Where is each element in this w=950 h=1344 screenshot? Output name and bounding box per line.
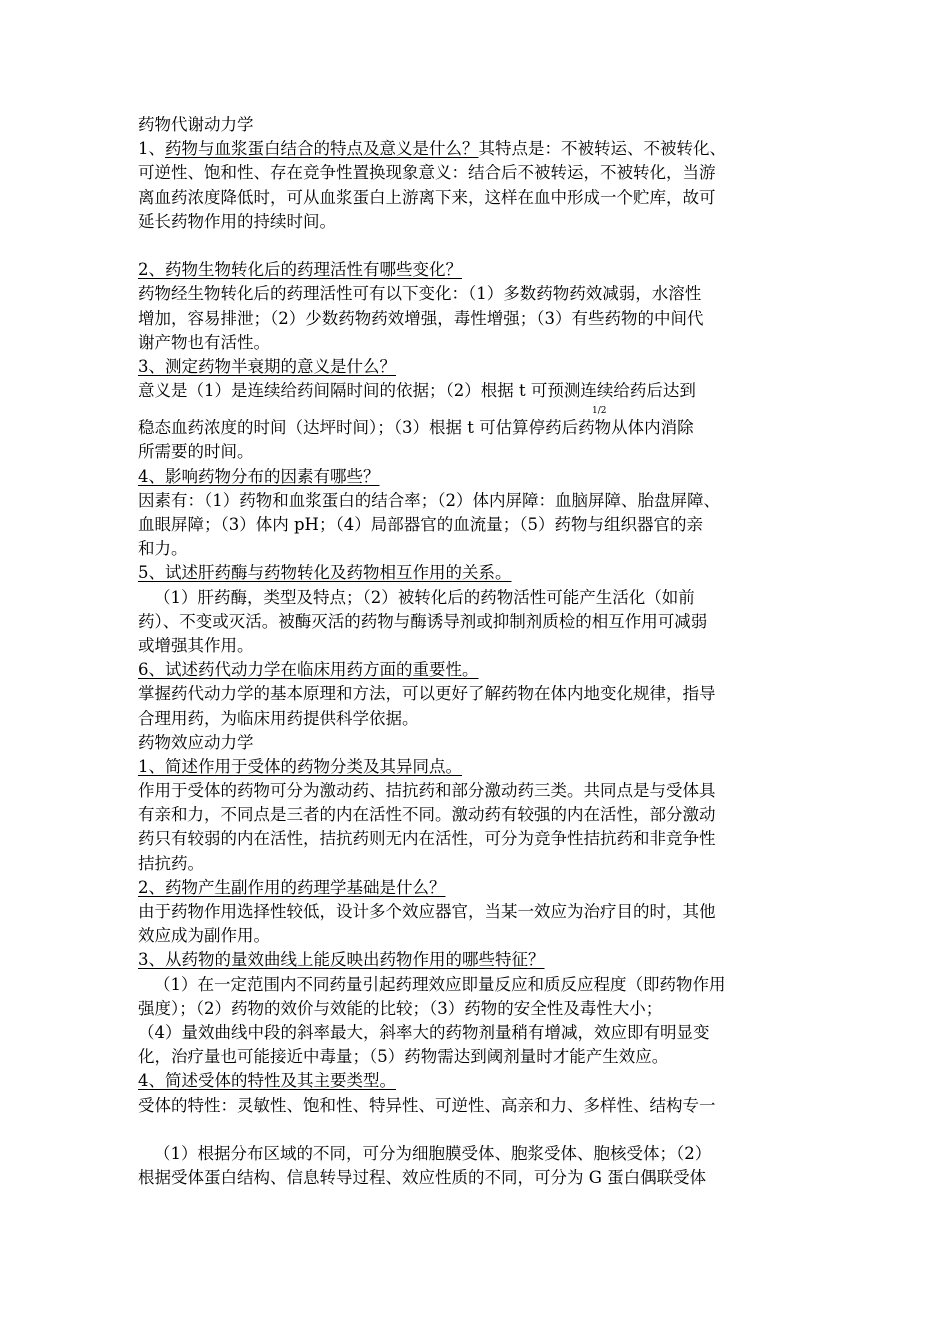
p2-answer-2: 效应成为副作用。	[138, 926, 270, 946]
q3-answer-3: 所需要的时间。	[138, 442, 254, 462]
q6-answer-1: 掌握药代动力学的基本原理和方法，可以更好了解药物在体内地变化规律，指导	[138, 684, 716, 704]
q3-question: 3、测定药物半衰期的意义是什么？	[138, 356, 396, 376]
q3-answer-2: 稳态血药浓度的时间（达坪时间）；（3）根据 t 可估算停药后药物从体内消除	[138, 418, 694, 438]
p1-question: 1、简述作用于受体的药物分类及其异同点。	[138, 756, 462, 776]
p4-answer-3: 根据受体蛋白结构、信息转导过程、效应性质的不同，可分为 G 蛋白偶联受体	[138, 1168, 707, 1188]
q4-question: 4、影响药物分布的因素有哪些？	[138, 466, 380, 486]
q2-answer-1: 药物经生物转化后的药理活性可有以下变化：（1）多数药物药效减弱，水溶性	[138, 284, 702, 304]
p3-answer-2: 强度）；（2）药物的效价与效能的比较；（3）药物的安全性及毒性大小；	[138, 998, 663, 1018]
q2-answer-2: 增加，容易排泄；（2）少数药物药效增强，毒性增强；（3）有些药物的中间代	[138, 308, 704, 328]
q5-question: 5、试述肝药酶与药物转化及药物相互作用的关系。	[138, 563, 512, 583]
blank-line	[138, 1118, 828, 1142]
half-life-subscript: 1/2	[592, 406, 607, 417]
p3-answer-1: （1）在一定范围内不同药量引起药理效应即量反应和质反应程度（即药物作用	[154, 974, 726, 994]
p1-answer-2: 有亲和力，不同点是三者的内在活性不同。激动药有较强的内在活性，部分激动	[138, 805, 716, 825]
section-title-pharmacokinetics: 药物代谢动力学	[138, 115, 254, 134]
q2-question: 2、药物生物转化后的药理活性有哪些变化？	[138, 260, 462, 280]
q4-answer-1: 因素有：（1）药物和血浆蛋白的结合率；（2）体内屏障：血脑屏障、胎盘屏障、	[138, 490, 720, 510]
p4-answer-1: 受体的特性：灵敏性、饱和性、特异性、可逆性、高亲和力、多样性、结构专一	[138, 1095, 716, 1115]
q1-answer-4: 延长药物作用的持续时间。	[138, 211, 336, 231]
p3-question: 3、从药物的量效曲线上能反映出药物作用的哪些特征？	[138, 950, 545, 970]
p2-answer-1: 由于药物作用选择性较低，设计多个效应器官，当某一效应为治疗目的时，其他	[138, 902, 716, 921]
q6-question: 6、试述药代动力学在临床用药方面的重要性。	[138, 660, 479, 680]
p4-answer-2: （1）根据分布区域的不同，可分为细胞膜受体、胞浆受体、胞核受体；（2）	[154, 1143, 712, 1163]
q2-answer-3: 谢产物也有活性。	[138, 332, 270, 352]
q3-subscript-row	[138, 403, 828, 416]
q5-answer-3: 或增强其作用。	[138, 635, 254, 655]
q1-question: 药物与血浆蛋白结合的特点及意义是什么？	[165, 139, 479, 159]
blank-line	[138, 234, 828, 258]
q1-line-1	[138, 137, 828, 161]
q6-answer-2: 合理用药，为临床用药提供科学依据。	[138, 708, 419, 728]
q4-answer-2: 血眼屏障；（3）体内 pH；（4）局部器官的血流量；（5）药物与组织器官的亲	[138, 515, 703, 534]
q5-answer-1: （1）肝药酶，类型及特点；（2）被转化后的药物活性可能产生活化（如前	[154, 587, 695, 607]
p3-answer-4: 化，治疗量也可能接近中毒量；（5）药物需达到阈剂量时才能产生效应。	[138, 1047, 669, 1067]
p2-question: 2、药物产生副作用的药理学基础是什么？	[138, 877, 446, 897]
q1-answer-2: 可逆性、饱和性、存在竞争性置换现象意义：结合后不被转运，不被转化，当游	[138, 163, 716, 183]
p1-answer-1: 作用于受体的药物可分为激动药、拮抗药和部分激动药三类。共同点是与受体具	[138, 781, 716, 801]
q5-answer-2: 药）、不变或灭活。被酶灭活的药物与酶诱导剂或抑制剂质检的相互作用可减弱	[138, 611, 708, 631]
q1-answer-1: 其特点是：不被转运、不被转化、	[478, 139, 726, 159]
p1-answer-4: 拮抗药。	[138, 853, 204, 873]
q1-number: 1、	[138, 139, 165, 159]
q3-answer-1: 意义是（1）是连续给药间隔时间的依据；（2）根据 t 可预测连续给药后达到	[138, 381, 696, 401]
document-body	[138, 113, 828, 1190]
q4-answer-3: 和力。	[138, 539, 188, 559]
p1-answer-3: 药只有较弱的内在活性，拮抗药则无内在活性，可分为竞争性拮抗药和非竞争性	[138, 829, 716, 849]
p4-question: 4、简述受体的特性及其主要类型。	[138, 1071, 396, 1091]
q1-answer-3: 离血药浓度降低时，可从血浆蛋白上游离下来，这样在血中形成一个贮库，故可	[138, 187, 716, 207]
section-title-pharmacodynamics: 药物效应动力学	[138, 732, 254, 752]
p3-answer-3: （4）量效曲线中段的斜率最大，斜率大的药物剂量稍有增减，效应即有明显变	[138, 1022, 710, 1042]
